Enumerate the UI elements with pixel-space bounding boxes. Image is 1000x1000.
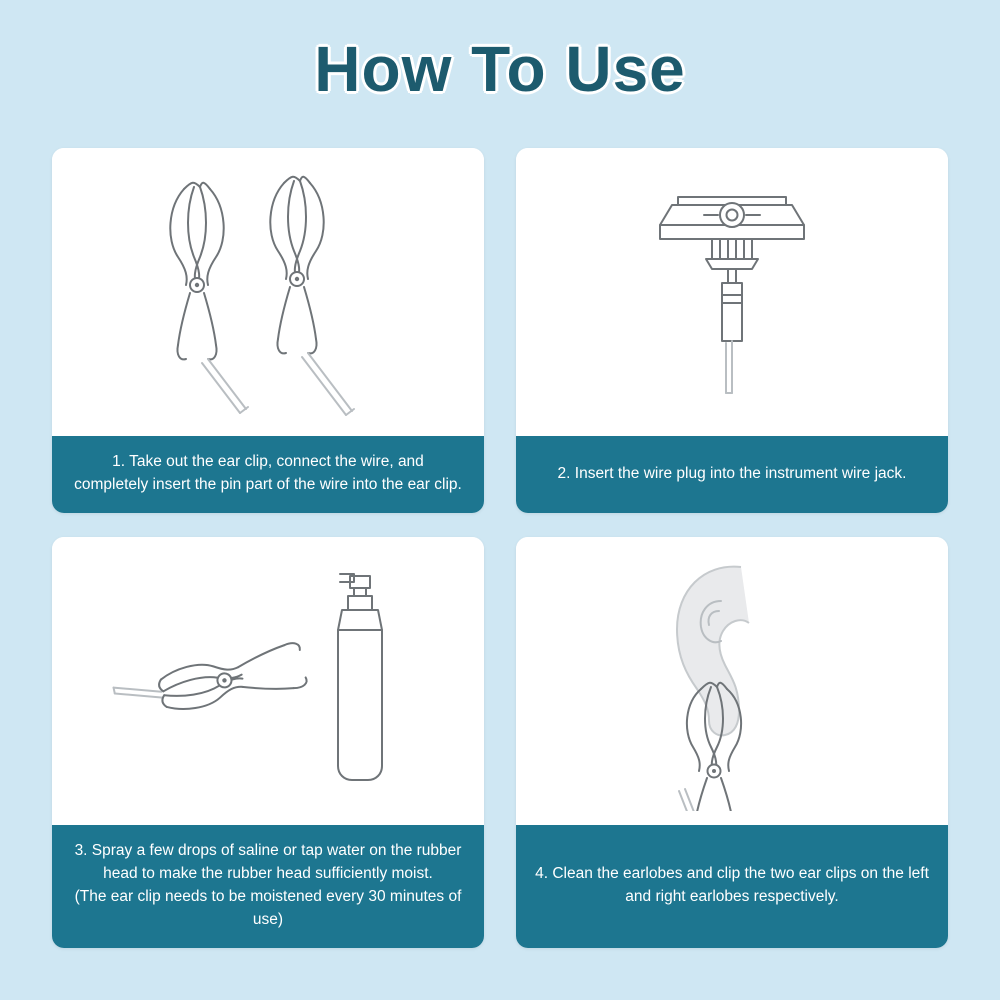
caption-line: completely insert the pin part of the wire into the ear clip. (74, 476, 462, 494)
step-3-figure (52, 537, 484, 825)
caption-line: and right earlobes respectively. (625, 888, 839, 905)
ear-with-clip-attached-icon (607, 551, 857, 811)
caption-line: 3. Spray a few drops of saline or tap water on the rubber (74, 841, 462, 859)
step-3-caption (52, 825, 484, 948)
step-card-2 (516, 148, 948, 513)
two-ear-clips-with-wires-icon (138, 167, 398, 417)
caption-line: head to make the rubber head sufficiently moist. (103, 864, 433, 882)
ear-clip-and-spray-bottle-icon (98, 566, 438, 796)
step-4-caption (516, 825, 948, 948)
step-1-figure (52, 148, 484, 436)
caption-line: 4. Clean the earlobes and clip the two ear clips on the left (535, 864, 929, 882)
caption-line: (The ear clip needs to be moistened every 30 minutes of use) (74, 888, 462, 929)
caption-line: 1. Take out the ear clip, connect the wire, and (112, 453, 424, 470)
step-card-4 (516, 537, 948, 948)
step-card-1 (52, 148, 484, 513)
step-2-caption (516, 436, 948, 513)
device-with-wire-plug-icon (632, 167, 832, 417)
caption-line: 2. Insert the wire plug into the instrument wire jack. (557, 464, 907, 482)
step-1-caption (52, 436, 484, 513)
step-card-3 (52, 537, 484, 948)
steps-grid (52, 148, 948, 948)
step-4-figure (516, 537, 948, 825)
step-2-figure (516, 148, 948, 436)
page-title: How To Use (314, 33, 686, 105)
